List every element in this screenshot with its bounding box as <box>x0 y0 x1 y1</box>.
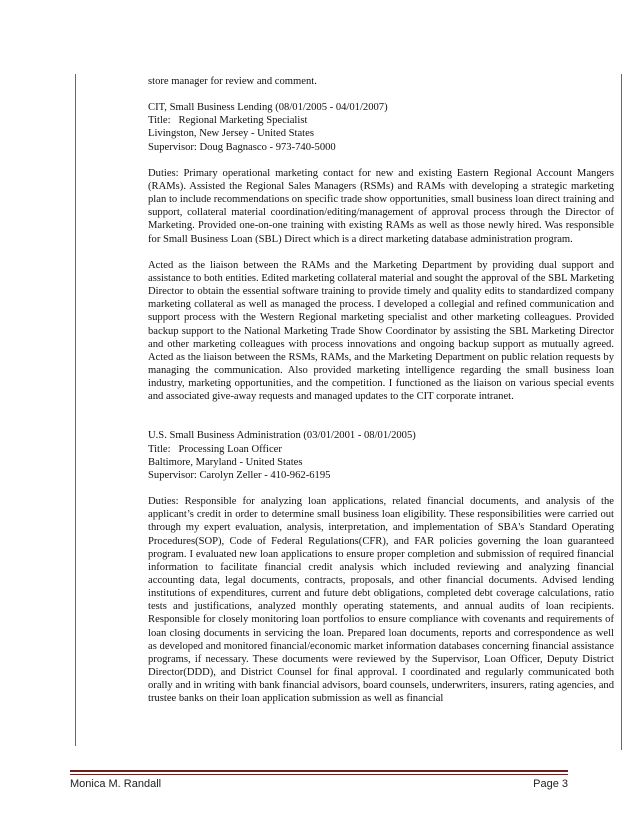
footer-rule-thin <box>70 774 568 775</box>
job-sba-org: U.S. Small Business Administration (03/01/2001 - 08/01/2005) <box>148 430 416 442</box>
footer-page-number: Page 3 <box>533 778 568 790</box>
job-cit-location: Livingston, New Jersey - United States <box>148 128 314 140</box>
lead-line: store manager for review and comment. <box>148 76 317 87</box>
page-footer <box>70 778 568 790</box>
right-margin-rule <box>621 74 622 750</box>
job-cit-liaison: Acted as the liaison between the RAMs and the Marketing Department by providing dual support and assistance to both entities. Edited marketing collateral material and sought the approval of the SBL Marketing Director to obtain the essential software training to provide timely and quality edits to standardized company marketing collateral as well as managed the process. I developed a collegial and refined communication and support process with the Western Regional marketing specialist and other marketing colleagues. Provided backup support to the National Marketing Trade Show Coordinator by assisting the SBL Marketing Director and other marketing colleagues with process innovations and ongoing backup support as mutually agreed. Acted as the liaison between the RSMs, RAMs, and the Marketing Department on public relation requests by managing the communication. Also provided marketing intelligence regarding the small business loan industry, marketing opportunities, and the competition. I functioned as the liaison on various special events and associated give-away requests and managed updates to the CIT corporate intranet. <box>148 259 614 403</box>
footer-rule-thick <box>70 770 568 772</box>
page-content <box>148 75 614 706</box>
job-cit-header <box>148 101 614 154</box>
job-cit-org: CIT, Small Business Lending (08/01/2005 - 04/01/2007) <box>148 102 388 114</box>
job-sba-header <box>148 429 614 482</box>
job-sba-title: Title: Processing Loan Officer <box>148 443 282 455</box>
job-sba-duties: Duties: Responsible for analyzing loan applications, related financial documents, and analysis of the applicant’s credit in order to determine small business loan eligibility. These responsibilities were carried out through my expert evaluation, analysis, interpretation, and implementation of SBA's Standard Operating Procedures(SOP), Code of Federal Regulations(CFR), and FAR policies governing the loan guaranteed program. I evaluated new loan applications to ensure proper completion and submission of required financial information to facilitate financial credit analysis which included reviewing and analyzing financial accounting data, legal documents, contracts, proposals, and other financial documents. Advised lending institutions of expenditures, current and future debt obligations, completed debt coverage calculations, ratio tests and justifications, analyzed monthly operating statements, and annual audits of loan recipients. Responsible for closely monitoring loan portfolios to ensure compliance with covenants and requirements of loan closing documents in servicing the loan. Prepared loan documents, reports and correspondence as well as developed and monitored financial/economic market information databases concerning financial assistance programs, if necessary. These documents were reviewed by the Supervisor, Loan Officer, Deputy District Director(DDD), and District Counsel for final approval. I coordinated and regularly communicated both orally and in writing with bank financial advisors, board counsels, underwriters, insurers, rating agencies, and trustee banks on their loan application submission as well as financial <box>148 496 614 705</box>
job-sba-location: Baltimore, Maryland - United States <box>148 456 303 468</box>
left-margin-rule <box>75 74 76 746</box>
job-cit-title: Title: Regional Marketing Specialist <box>148 115 308 127</box>
job-cit-duties: Duties: Primary operational marketing contact for new and existing Eastern Regional Account Mangers (RAMs). Assisted the Regional Sales Managers (RSMs) and RAMs with developing a strategic marketing plan to include recommendations on specific trade show opportunities, small business loan direct training and support, collateral material coordination/editing/management of approval process through the Director of Marketing. Provided one-on-one training with existing RAMs as well as those newly hired. Was responsible for Small Business Loan (SBL) Direct which is a direct marketing database administration program. <box>148 167 614 245</box>
job-sba-supervisor: Supervisor: Carolyn Zeller - 410-962-6195 <box>148 469 331 481</box>
footer-author-name: Monica M. Randall <box>70 778 162 790</box>
job-cit-supervisor: Supervisor: Doug Bagnasco - 973-740-5000 <box>148 141 336 153</box>
